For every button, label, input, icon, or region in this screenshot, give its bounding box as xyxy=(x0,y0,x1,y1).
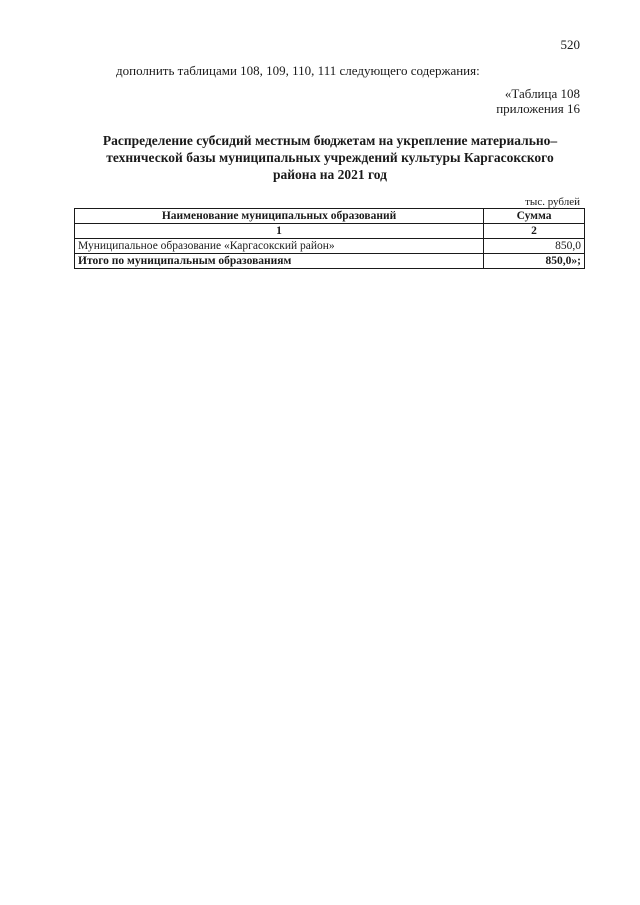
table-reference-line-1: «Таблица 108 xyxy=(504,86,580,101)
table-reference xyxy=(496,86,580,116)
page-number: 520 xyxy=(560,37,580,52)
column-number-1: 1 xyxy=(75,224,484,239)
document-title-line-1: Распределение субсидий местным бюджетам на укрепление материально– xyxy=(102,133,558,148)
row-name: Муниципальное образование «Каргасокский район» xyxy=(75,239,484,254)
document-title-line-3: района на 2021 год xyxy=(273,167,387,182)
intro-text: дополнить таблицами 108, 109, 110, 111 следующего содержания: xyxy=(116,63,480,78)
total-name: Итого по муниципальным образованиям xyxy=(75,254,484,269)
header-sum: Сумма xyxy=(484,209,585,224)
table-row xyxy=(75,239,585,254)
document-title-line-2: технической базы муниципальных учреждений культуры Каргасокского xyxy=(106,150,554,165)
subsidy-table xyxy=(74,208,585,269)
table-header-row xyxy=(75,209,585,224)
document-title xyxy=(80,132,580,183)
column-number-2: 2 xyxy=(484,224,585,239)
row-sum: 850,0 xyxy=(484,239,585,254)
column-number-row xyxy=(75,224,585,239)
total-row xyxy=(75,254,585,269)
header-name: Наименование муниципальных образований xyxy=(75,209,484,224)
table-reference-line-2: приложения 16 xyxy=(496,101,580,116)
total-sum: 850,0»; xyxy=(484,254,585,269)
units-label: тыс. рублей xyxy=(525,196,580,208)
